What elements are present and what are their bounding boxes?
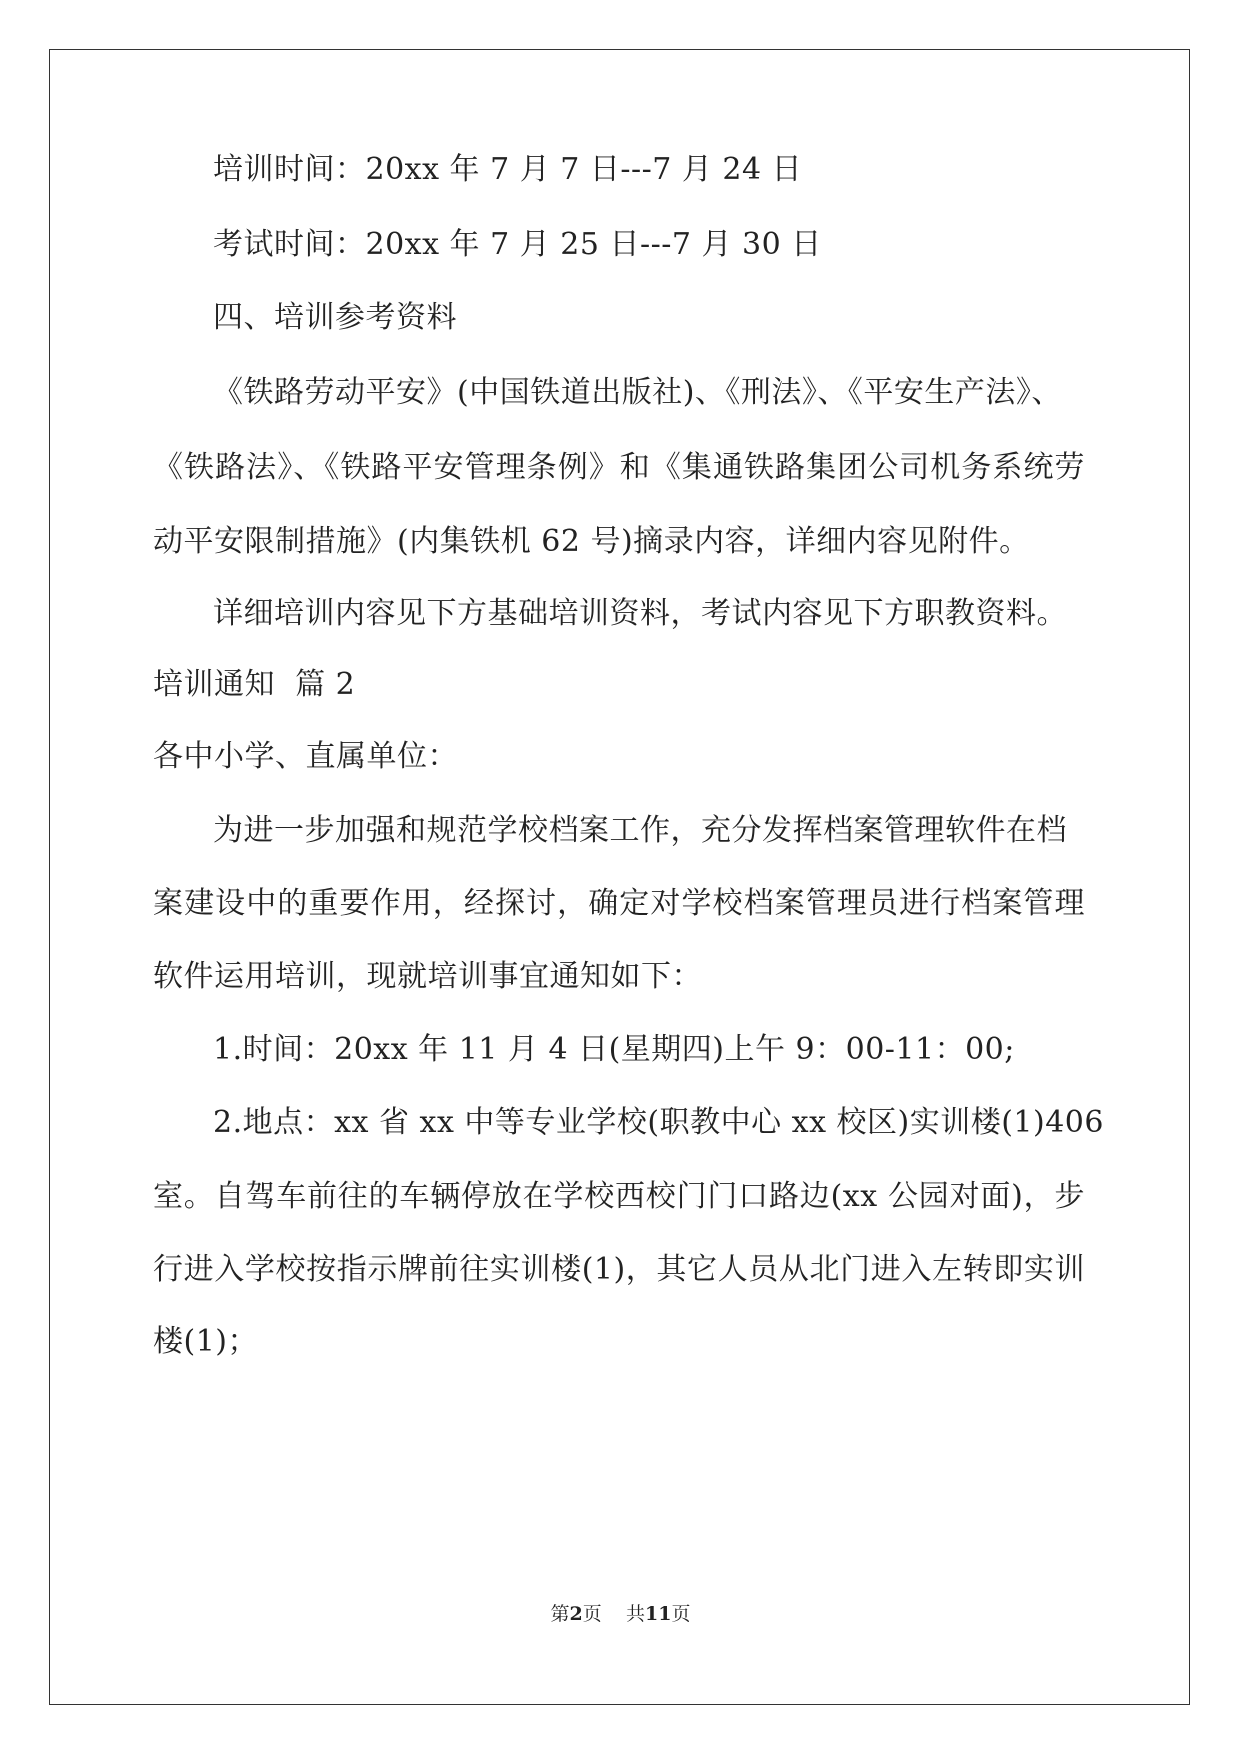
- notice-title: 培训通知 篇 2: [153, 667, 356, 702]
- footer-total-pages: 11: [644, 1603, 672, 1625]
- section-heading-references: 四、培训参考资料: [213, 300, 457, 335]
- paragraph-line: 为进一步加强和规范学校档案工作，充分发挥档案管理软件在档: [213, 813, 1067, 848]
- exam-time-line: 考试时间：20xx 年 7 月 25 日---7 月 30 日: [213, 227, 822, 262]
- paragraph-line: 楼(1)；: [153, 1324, 258, 1359]
- footer-total-prefix: 共: [625, 1603, 645, 1625]
- list-item-time: 1.时间：20xx 年 11 月 4 日(星期四)上午 9：00-11：00;: [213, 1032, 1015, 1067]
- page-footer: [0, 1602, 1241, 1626]
- paragraph-line: 软件运用培训，现就培训事宜通知如下：: [153, 959, 702, 994]
- paragraph-line: 行进入学校按指示牌前往实训楼(1)，其它人员从北门进入左转即实训: [153, 1252, 1085, 1287]
- footer-page-suffix: 页: [582, 1603, 602, 1625]
- paragraph-line: 《铁路法》、《铁路平安管理条例》和《集通铁路集团公司机务系统劳: [153, 450, 1085, 485]
- footer-total-suffix: 页: [671, 1603, 691, 1625]
- training-time-line: 培训时间：20xx 年 7 月 7 日---7 月 24 日: [213, 152, 803, 187]
- paragraph-line: 详细培训内容见下方基础培训资料，考试内容见下方职教资料。: [213, 596, 1067, 631]
- salutation: 各中小学、直属单位：: [153, 739, 458, 774]
- paragraph-line: 案建设中的重要作用，经探讨，确定对学校档案管理员进行档案管理: [153, 886, 1085, 921]
- list-item-location: 2.地点：xx 省 xx 中等专业学校(职教中心 xx 校区)实训楼(1)406: [213, 1105, 1104, 1140]
- footer-page-number: 2: [569, 1603, 583, 1625]
- paragraph-line: 动平安限制措施》(内集铁机 62 号)摘录内容，详细内容见附件。: [153, 524, 1030, 559]
- footer-prefix: 第: [550, 1603, 570, 1625]
- paragraph-line: 室。自驾车前往的车辆停放在学校西校门门口路边(xx 公园对面)，步: [153, 1179, 1085, 1214]
- paragraph-line: 《铁路劳动平安》(中国铁道出版社)、《刑法》、《平安生产法》、: [213, 375, 1062, 410]
